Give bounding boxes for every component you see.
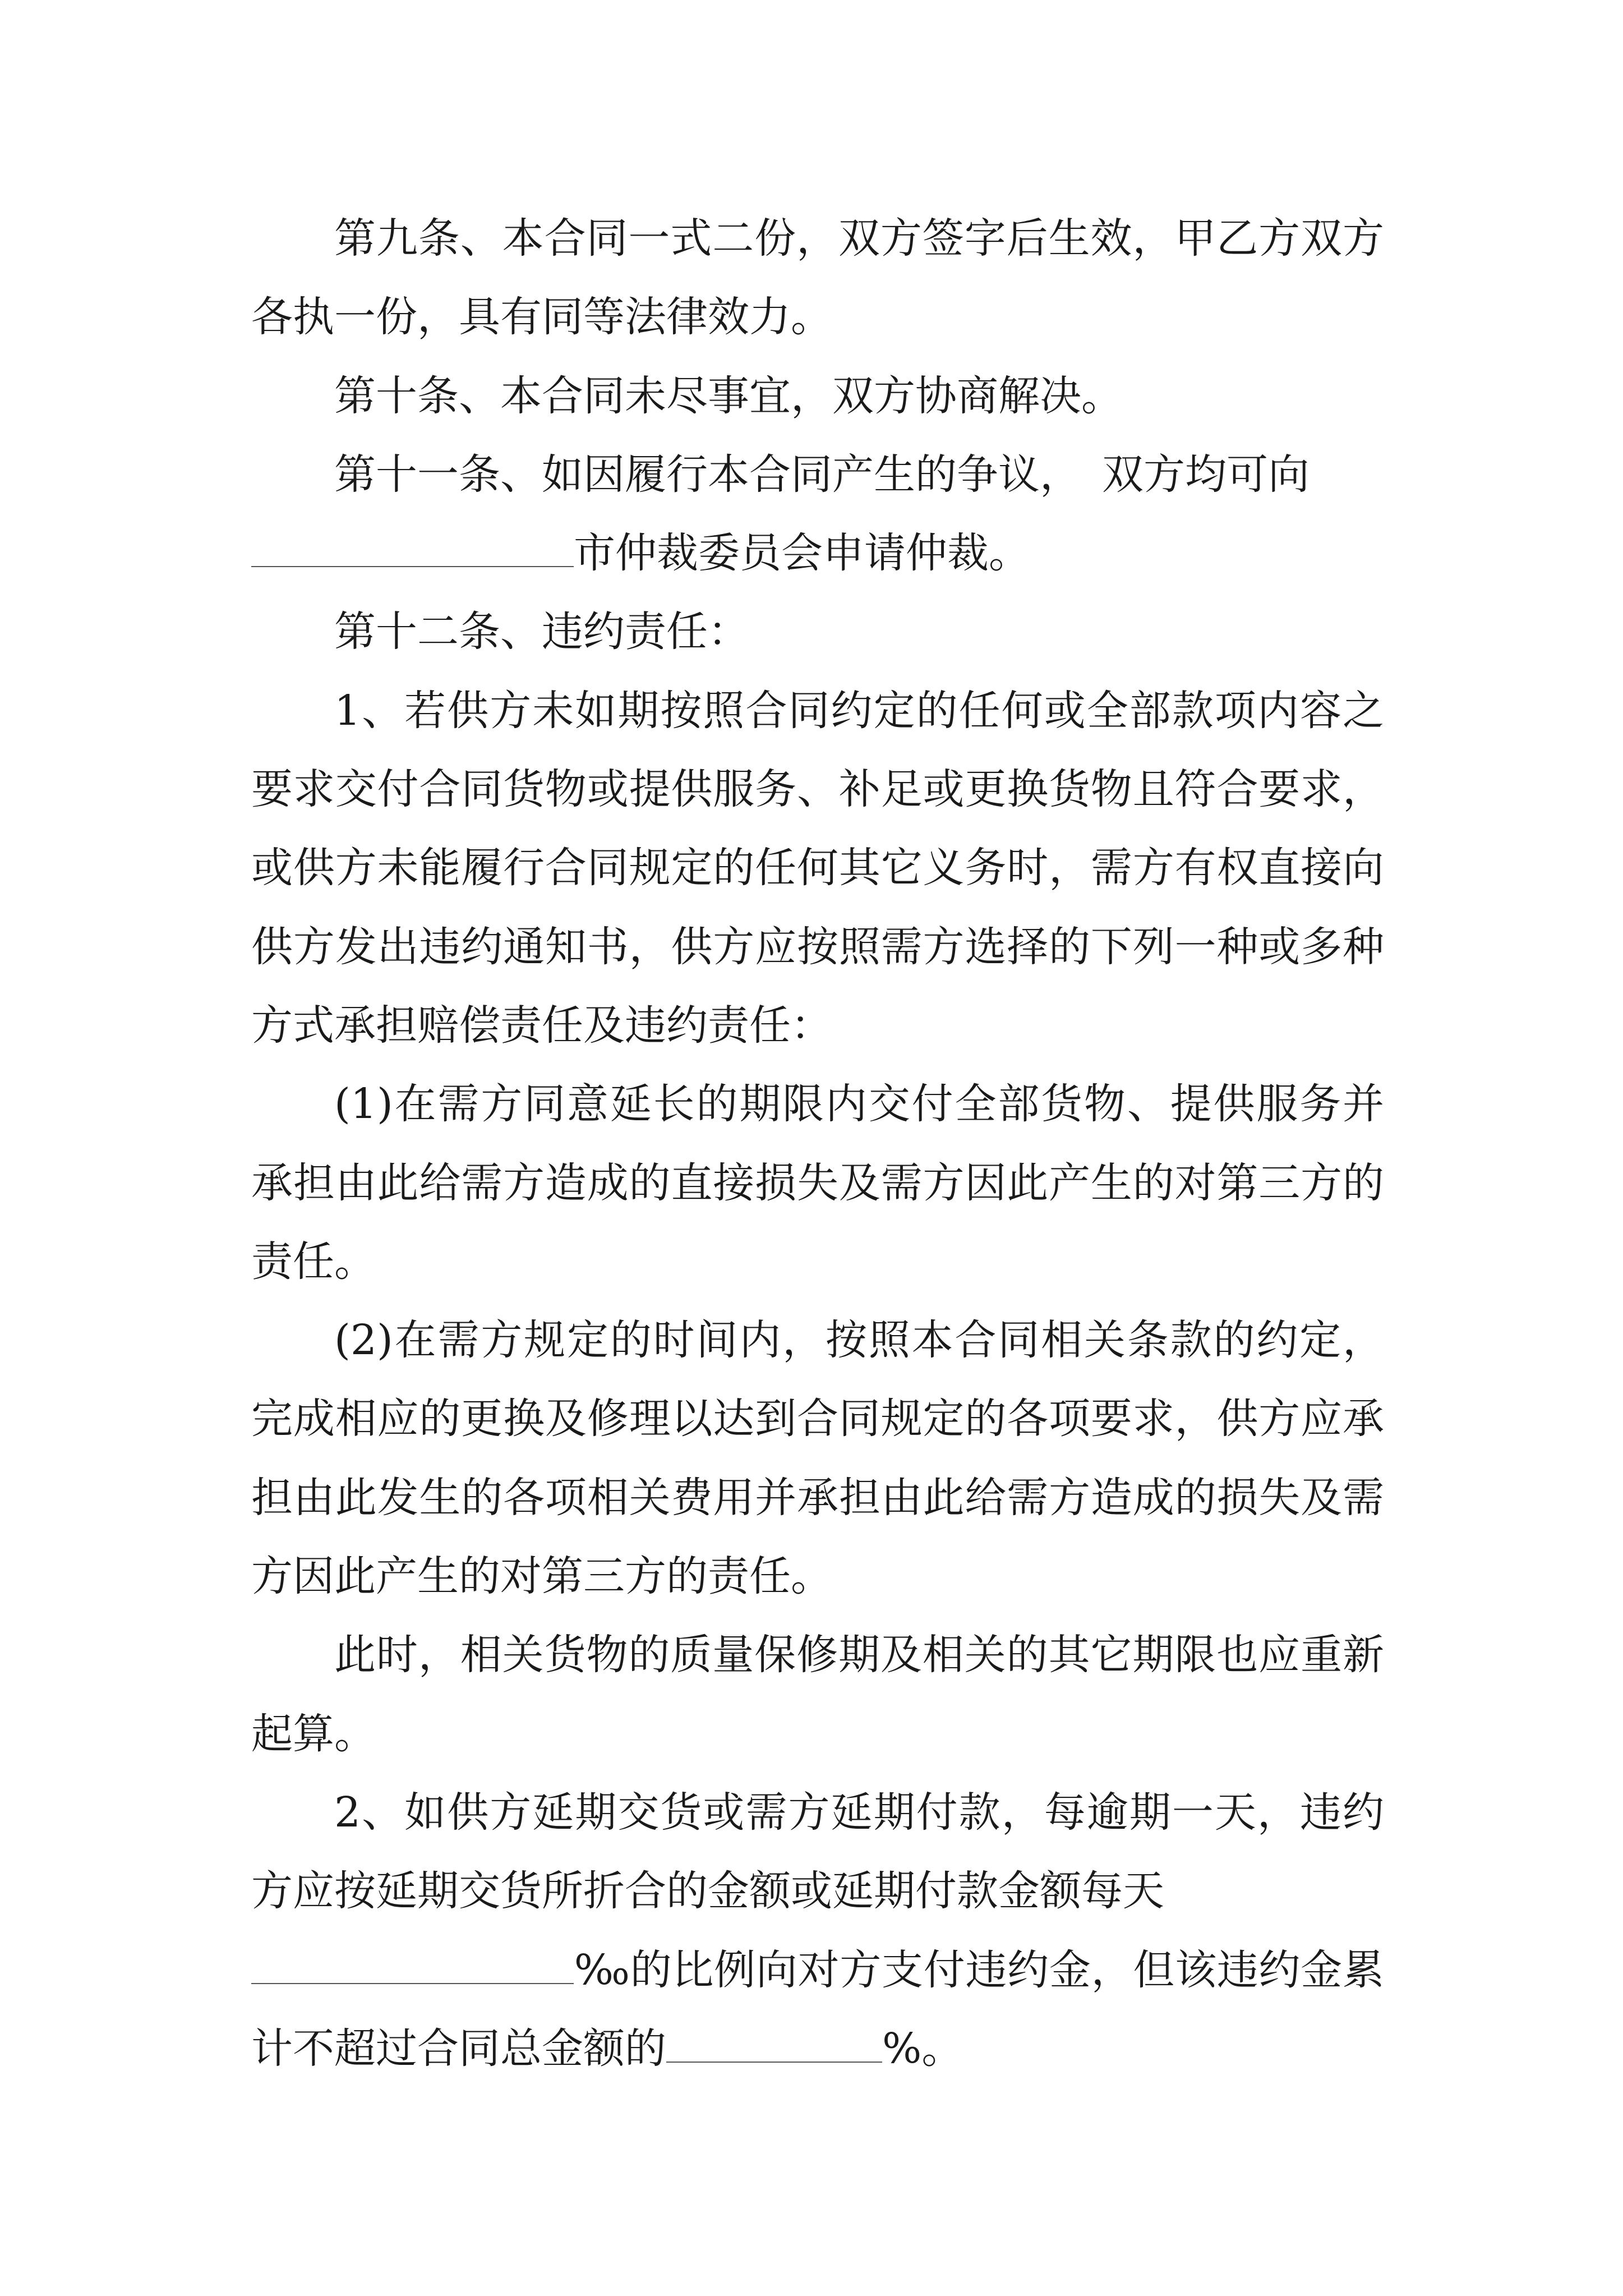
article-12-item-1-sub-2: (2)在需方规定的时间内，按照本合同相关条款的约定，完成相应的更换及修理以达到合同规定的各项要求，供方应承担由此发生的各项相关费用并承担由此给需方造成的损失及需方因此产生的对第三方的责任。 [251,1316,1384,1601]
article-12-item-1: 1、若供方未如期按照合同约定的任何或全部款项内容之要求交付合同货物或提供服务、补足或更换货物且符合要求，或供方未能履行合同规定的任何其它义务时，需方有权直接向供方发出违约通知书，供方应按照需方选择的下列一种或多种方式承担赔偿责任及违约责任： [251,686,1384,1050]
article-11 [251,435,1384,593]
article-11-text: 第十一条、如因履行本合同产生的争议， 双方均可向 [334,450,1310,499]
article-12-item-2 [251,1773,1384,2088]
arbitration-city-blank[interactable] [251,527,574,567]
article-12-item-1-note: 此时，相关货物的质量保修期及相关的其它期限也应重新起算。 [251,1631,1384,1758]
article-11-text-2: 市仲裁委员会申请仲裁。 [574,529,1030,578]
article-12-item-1-sub-1: (1)在需方同意延长的期限内交付全部货物、提供服务并承担由此给需方造成的直接损失及需方因此产生的对第三方的责任。 [251,1080,1384,1286]
item-2-line3 [251,1931,1384,2088]
article-10: 第十条、本合同未尽事宜，双方协商解决。 [334,371,1123,420]
daily-penalty-rate-blank[interactable] [251,1943,574,1984]
item-2-text-2: ‰的比例向对方支付违约金，但该违约金累计不超过合同总金额的 [251,1945,1384,2073]
penalty-cap-percent-blank[interactable] [666,2022,882,2063]
article-9: 第九条、本合同一式二份，双方签字后生效，甲乙方双方各执一份，具有同等法律效力。 [251,214,1384,342]
item-2-text-3: %。 [882,2024,963,2073]
item-2-text-1: 2、如供方延期交货或需方延期付款，每逾期一天，违约方应按延期交货所折合的金额或延期付款金额每天 [251,1788,1384,1916]
article-11-line2 [251,514,1384,592]
contract-page [251,199,1384,2088]
article-12-title: 第十二条、违约责任： [334,608,749,656]
